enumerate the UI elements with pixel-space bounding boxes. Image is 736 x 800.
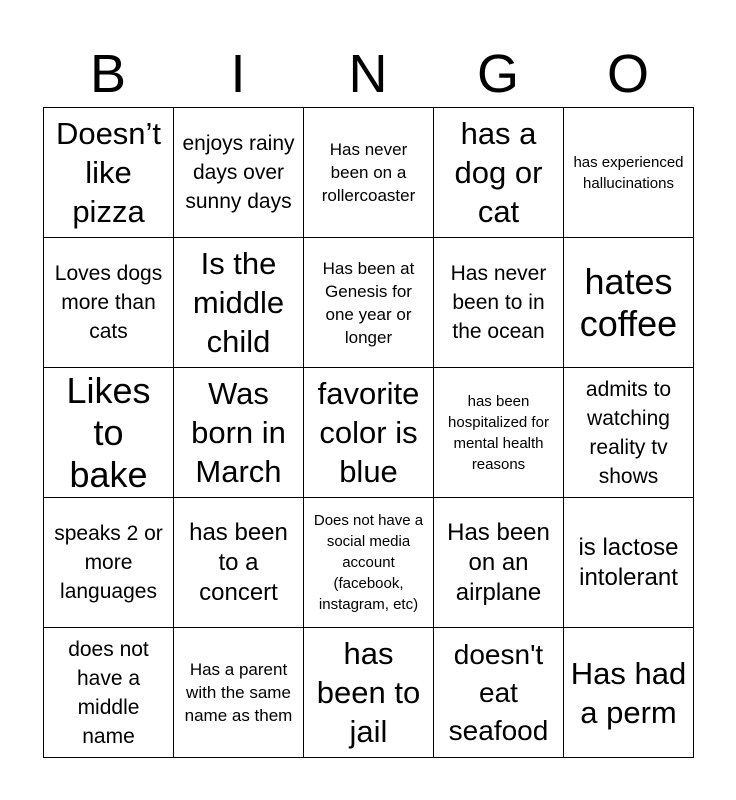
bingo-cell[interactable]: [564, 628, 694, 758]
bingo-cell[interactable]: [434, 498, 564, 628]
cell-text: speaks 2 or more languages: [54, 522, 163, 603]
header-letter-b: B: [89, 44, 127, 104]
header-letter-g: G: [476, 44, 519, 104]
bingo-cell[interactable]: [174, 368, 304, 498]
cell-text: admits to watching reality tv shows: [585, 377, 672, 488]
bingo-cell[interactable]: [434, 368, 564, 498]
bingo-cell[interactable]: [304, 238, 434, 368]
bingo-cell[interactable]: [564, 108, 694, 238]
header-letter-i: I: [230, 44, 246, 104]
cell-text: Doesn’t like pizza: [55, 116, 162, 229]
bingo-cell[interactable]: [564, 238, 694, 368]
bingo-cell[interactable]: [44, 368, 174, 498]
bingo-cell[interactable]: [564, 498, 694, 628]
bingo-cell[interactable]: [304, 368, 434, 498]
bingo-cell[interactable]: [564, 368, 694, 498]
bingo-cell[interactable]: [434, 238, 564, 368]
cell-text: hates coffee: [579, 260, 678, 344]
cell-text: has a dog or cat: [454, 116, 543, 229]
cell-text: Has been on an airplane: [447, 518, 550, 606]
bingo-cell[interactable]: [174, 108, 304, 238]
cell-text: Has had a perm: [570, 655, 687, 730]
cell-text: Has never been on a rollercoaster: [321, 140, 416, 205]
header-letter-n: N: [348, 44, 388, 104]
bingo-header: [43, 40, 693, 108]
bingo-cell[interactable]: [44, 628, 174, 758]
cell-text: has been to jail: [316, 636, 421, 749]
bingo-cell[interactable]: [434, 108, 564, 238]
cell-text: Was born in March: [191, 376, 286, 489]
cell-text: Has never been to in the ocean: [450, 262, 547, 343]
cell-text: enjoys rainy days over sunny days: [182, 132, 295, 213]
cell-text: Has a parent with the same name as them: [184, 660, 293, 725]
cell-text: favorite color is blue: [317, 376, 420, 489]
bingo-cell[interactable]: [304, 498, 434, 628]
cell-text: Likes to bake: [66, 369, 151, 495]
bingo-cell[interactable]: [174, 498, 304, 628]
bingo-cell[interactable]: [44, 498, 174, 628]
bingo-cell[interactable]: [304, 628, 434, 758]
bingo-cell[interactable]: [174, 238, 304, 368]
bingo-cell[interactable]: [434, 628, 564, 758]
cell-text: has been to a concert: [189, 518, 288, 606]
bingo-cell[interactable]: [44, 238, 174, 368]
header-letter-o: O: [606, 44, 649, 104]
bingo-board: [43, 107, 694, 758]
cell-text: is lactose intolerant: [578, 533, 679, 591]
bingo-cell[interactable]: [174, 628, 304, 758]
cell-text: Is the middle child: [192, 246, 285, 359]
cell-text: Loves dogs more than cats: [54, 262, 163, 343]
cell-text: has experienced hallucinations: [573, 153, 684, 192]
cell-text: has been hospitalized for mental health reasons: [448, 392, 549, 473]
cell-text: Has been at Genesis for one year or longer: [322, 258, 415, 347]
cell-text: doesn't eat seafood: [448, 638, 549, 746]
bingo-cell[interactable]: [304, 108, 434, 238]
cell-text: Does not have a social media account (facebook, instagram, etc): [313, 512, 424, 613]
bingo-cell[interactable]: [44, 108, 174, 238]
cell-text: does not have a middle name: [68, 637, 149, 748]
